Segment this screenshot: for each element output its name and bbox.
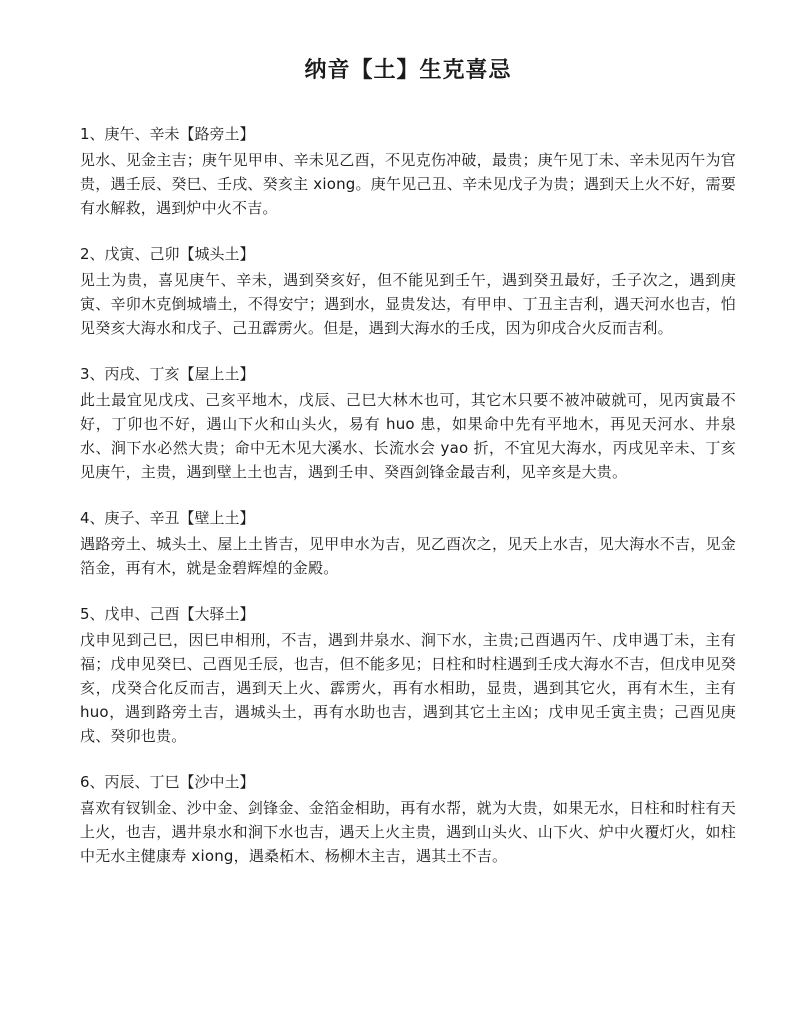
section-heading: 1、庚午、辛未【路旁土】 [80,125,255,143]
section-heading: 2、戊寅、己卯【城头土】 [80,245,255,263]
section-dayitu [80,602,736,748]
section-body: 见土为贵，喜见庚午、辛未，遇到癸亥好，但不能见到壬午，遇到癸丑最好，壬子次之，遇到庚寅、辛卯木克倒城墙土，不得安宁；遇到水，显贵发达，有甲申、丁丑主吉利，遇天河水也吉，怕见癸亥大海水和戊子、己丑霹雳火。但是，遇到大海水的壬戌，因为卯戌合火反而吉利。 [80,271,736,337]
section-wushangtu [80,362,736,484]
section-chengtoutu [80,242,736,340]
section-heading: 5、戊申、己酉【大驿土】 [80,605,255,623]
section-heading: 4、庚子、辛丑【壁上土】 [80,509,255,527]
section-body: 喜欢有钗钏金、沙中金、剑锋金、金箔金相助，再有水帮，就为大贵，如果无水，日柱和时柱有天上火，也吉，遇井泉水和涧下水也吉，遇天上火主贵，遇到山头火、山下火、炉中火覆灯火，如柱中无水主健康寿 xiong，遇桑柘木、杨柳木主吉，遇其土不吉。 [80,799,736,865]
page-title: 纳音【土】生克喜忌 [304,58,512,83]
section-shazhongtu [80,770,736,868]
section-lupangtu [80,122,736,220]
section-body: 见水、见金主吉；庚午见甲申、辛未见乙酉，不见克伤冲破，最贵；庚午见丁未、辛未见丙午为官贵，遇壬辰、癸巳、壬戌、癸亥主 xiong。庚午见己丑、辛未见戊子为贵；遇到天上火不好，需要有水解救，遇到炉中火不吉。 [80,151,736,217]
section-heading: 6、丙辰、丁巳【沙中土】 [80,773,255,791]
section-body: 戊申见到己巳，因巳申相刑，不吉，遇到井泉水、涧下水，主贵;己酉遇丙午、戊申遇丁未，主有福；戊申见癸巳、己酉见壬辰，也吉，但不能多见；日柱和时柱遇到壬戌大海水不吉，但戊申见癸亥，戊癸合化反而吉，遇到天上火、霹雳火，再有水相助，显贵，遇到其它火，再有木生，主有 huo，遇到路旁土吉，遇城头土，再有水助也吉，遇到其它土主凶；戊申见壬寅主贵；己酉见庚戌、癸卯也贵。 [80,631,736,745]
section-body: 此土最宜见戊戌、己亥平地木，戊辰、己巳大林木也可，其它木只要不被冲破就可，见丙寅最不好，丁卯也不好，遇山下火和山头火，易有 huo 患，如果命中先有平地木，再见天河水、井泉水、涧下水必然大贵；命中无木见大溪水、长流水会 yao 折，不宜见大海水，丙戌见辛未、丁亥见庚午，主贵，遇到壁上土也吉，遇到壬申、癸酉剑锋金最吉利，见辛亥是大贵。 [80,391,736,481]
section-body: 遇路旁土、城头土、屋上土皆吉，见甲申水为吉，见乙酉次之，见天上水吉，见大海水不吉，见金箔金，再有木，就是金碧辉煌的金殿。 [80,535,736,577]
section-heading: 3、丙戌、丁亥【屋上土】 [80,365,255,383]
section-bishangtu [80,506,736,580]
